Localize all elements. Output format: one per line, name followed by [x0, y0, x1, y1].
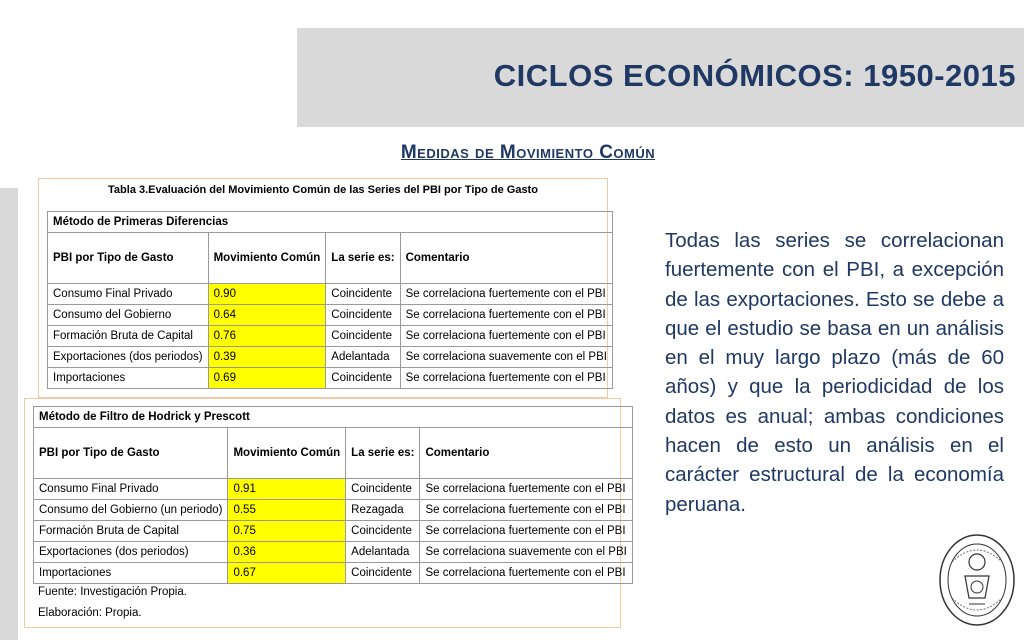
column-header: Comentario [400, 233, 612, 284]
table-panel-first-differences [38, 178, 608, 398]
elaboration-note: Elaboración: Propia. [38, 607, 142, 619]
column-header: La serie es: [326, 233, 400, 284]
table-row [34, 542, 633, 563]
column-header: Comentario [420, 428, 632, 479]
cell-value: 0.90 [208, 284, 326, 305]
cell-value: 0.64 [208, 305, 326, 326]
table-row [34, 500, 633, 521]
cell-type: Coincidente [346, 521, 420, 542]
cell-series: Importaciones [48, 368, 209, 389]
left-accent-bar [0, 188, 18, 640]
cell-comment: Se correlaciona fuertemente con el PBI [420, 479, 632, 500]
column-header: PBI por Tipo de Gasto [48, 233, 209, 284]
cell-type: Coincidente [346, 479, 420, 500]
cell-type: Coincidente [326, 368, 400, 389]
table-panel-hodrick-prescott [24, 398, 627, 628]
cell-series: Formación Bruta de Capital [48, 326, 209, 347]
cell-series: Consumo del Gobierno [48, 305, 209, 326]
cell-series: Consumo del Gobierno (un periodo) [34, 500, 228, 521]
source-note: Fuente: Investigación Propia. [38, 586, 187, 598]
slide-title: CICLOS ECONÓMICOS: 1950-2015 [493, 58, 1016, 93]
table-row [34, 521, 633, 542]
cell-series: Exportaciones (dos periodos) [48, 347, 209, 368]
cell-comment: Se correlaciona fuertemente con el PBI [420, 563, 632, 584]
column-header: Movimiento Común [208, 233, 326, 284]
table-row [34, 563, 633, 584]
cell-comment: Se correlaciona suavemente con el PBI [420, 542, 632, 563]
column-header: La serie es: [346, 428, 420, 479]
cell-type: Coincidente [326, 284, 400, 305]
cell-series: Consumo Final Privado [48, 284, 209, 305]
table-row [48, 284, 613, 305]
cell-comment: Se correlaciona fuertemente con el PBI [420, 521, 632, 542]
cell-comment: Se correlaciona fuertemente con el PBI [420, 500, 632, 521]
cell-series: Exportaciones (dos periodos) [34, 542, 228, 563]
body-paragraph: Todas las series se correlacionan fuertemente con el PBI, a excepción de las exportaciones. Esto se debe a que el estudio se basa en un análisis en el muy largo plazo (más de 60 años) y que la periodicidad de los datos es anual; ambas condiciones hacen de esto un análisis en el carácter estructural de la economía peruana. [665, 229, 1004, 516]
cell-type: Coincidente [346, 563, 420, 584]
cell-comment: Se correlaciona fuertemente con el PBI [400, 305, 612, 326]
table-row [48, 326, 613, 347]
method-title: Método de Filtro de Hodrick y Prescott [34, 407, 633, 428]
cell-value: 0.76 [208, 326, 326, 347]
table-row [34, 479, 633, 500]
method-title: Método de Primeras Diferencias [48, 212, 613, 233]
cell-comment: Se correlaciona fuertemente con el PBI [400, 284, 612, 305]
cell-series: Formación Bruta de Capital [34, 521, 228, 542]
cell-type: Coincidente [326, 305, 400, 326]
cell-comment: Se correlaciona fuertemente con el PBI [400, 368, 612, 389]
header-band [297, 28, 1024, 127]
column-header: PBI por Tipo de Gasto [34, 428, 228, 479]
cell-value: 0.75 [228, 521, 346, 542]
cell-series: Consumo Final Privado [34, 479, 228, 500]
column-header: Movimiento Común [228, 428, 346, 479]
hodrick-prescott-table [33, 406, 633, 584]
cell-type: Rezagada [346, 500, 420, 521]
cell-comment: Se correlaciona fuertemente con el PBI [400, 326, 612, 347]
cell-value: 0.55 [228, 500, 346, 521]
cell-value: 0.36 [228, 542, 346, 563]
cell-series: Importaciones [34, 563, 228, 584]
cell-value: 0.69 [208, 368, 326, 389]
cell-value: 0.67 [228, 563, 346, 584]
table-row [48, 305, 613, 326]
table-row [48, 347, 613, 368]
university-seal-icon [938, 532, 1016, 628]
table-row [48, 368, 613, 389]
cell-type: Adelantada [326, 347, 400, 368]
cell-value: 0.91 [228, 479, 346, 500]
cell-type: Coincidente [326, 326, 400, 347]
first-differences-table [47, 211, 613, 389]
cell-type: Adelantada [346, 542, 420, 563]
cell-comment: Se correlaciona suavemente con el PBI [400, 347, 612, 368]
slide-subtitle: Medidas de Movimiento Común [400, 142, 656, 163]
cell-value: 0.39 [208, 347, 326, 368]
table-caption: Tabla 3.Evaluación del Movimiento Común de las Series del PBI por Tipo de Gasto [108, 184, 538, 196]
